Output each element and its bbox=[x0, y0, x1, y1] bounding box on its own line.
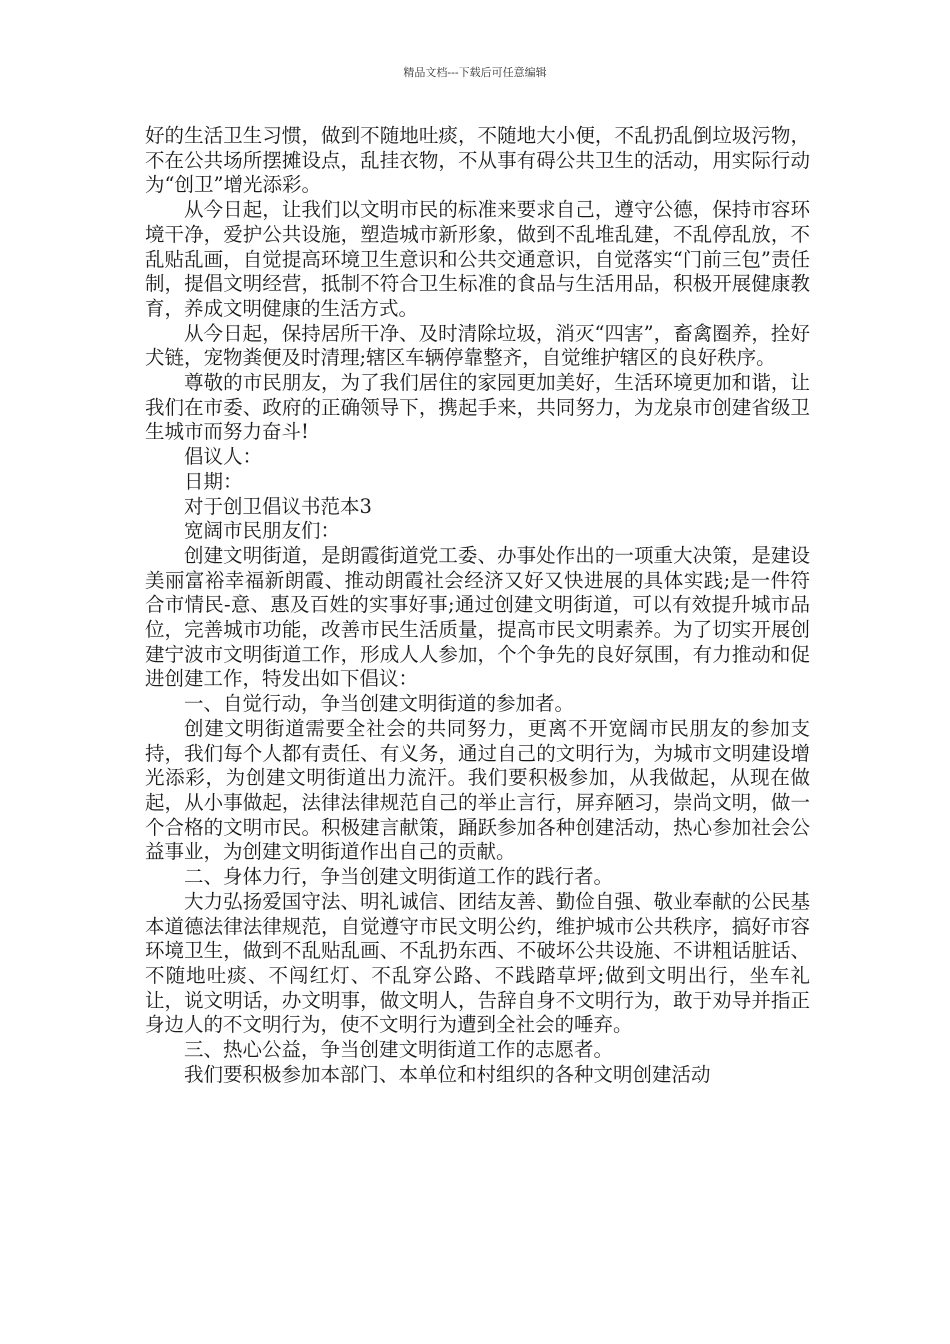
paragraph: 从今日起，保持居所干净、及时清除垃圾，消灭“四害”，畜禽圈养，拴好犬链，宠物粪便及时清理;辖区车辆停靠整齐，自觉维护辖区的良好秩序。 bbox=[145, 321, 810, 370]
paragraph: 创建文明街道需要全社会的共同努力，更离不开宽阔市民朋友的参加支持，我们每个人都有责任、有义务，通过自己的文明行为，为城市文明建设增光添彩，为创建文明街道出力流汗。我们要积极参加，从我做起，从现在做起，从小事做起，法律法律规范自己的举止言行，屏弃陋习，崇尚文明，做一个合格的文明市民。积极建言献策，踊跃参加各种创建活动，热心参加社会公益事业，为创建文明街道作出自己的贡献。 bbox=[145, 716, 810, 864]
paragraph: 从今日起，让我们以文明市民的标准来要求自己，遵守公德，保持市容环境干净，爱护公共设施，塑造城市新形象，做到不乱堆乱建，不乱停乱放，不乱贴乱画，自觉提高环境卫生意识和公共交通意识，自觉落实“门前三包”责任制，提倡文明经营，抵制不符合卫生标准的食品与生活用品，积极开展健康教育，养成文明健康的生活方式。 bbox=[145, 198, 810, 320]
paragraph: 我们要积极参加本部门、本单位和村组织的各种文明创建活动 bbox=[184, 1062, 711, 1086]
subheading: 三、热心公益，争当创建文明街道工作的志愿者。 bbox=[184, 1038, 614, 1062]
date-line: 日期： bbox=[184, 469, 243, 493]
paragraph: 大力弘扬爱国守法、明礼诚信、团结友善、勤俭自强、敬业奉献的公民基本道德法律法律规范，自觉遵守市民文明公约，维护城市公共秩序，搞好市容环境卫生，做到不乱贴乱画、不乱扔东西、不破坏公共设施、不讲粗话脏话、不随地吐痰、不闯红灯、不乱穿公路、不践踏草坪;做到文明出行，坐车礼让，说文明话，办文明事，做文明人，告辞自身不文明行为，敢于劝导并指正身边人的不文明行为，使不文明行为遭到全社会的唾弃。 bbox=[145, 889, 810, 1037]
paragraph: 创建文明街道，是朗霞街道党工委、办事处作出的一项重大决策，是建设美丽富裕幸福新朗霞、推动朗霞社会经济又好又快进展的具体实践;是一件符合市情民-意、惠及百姓的实事好事;通过创建文明街道，可以有效提升城市品位，完善城市功能，改善市民生活质量，提高市民文明素养。为了切实开展创建宁波市文明街道工作，形成人人参加，个个争先的良好氛围，有力推动和促进创建工作，特发出如下倡议： bbox=[145, 543, 810, 691]
document-body bbox=[145, 124, 810, 1087]
subheading: 二、身体力行，争当创建文明街道工作的践行者。 bbox=[184, 865, 614, 889]
subheading: 一、自觉行动，争当创建文明街道的参加者。 bbox=[184, 692, 575, 716]
page-header: 精品文档---下载后可任意编辑 bbox=[403, 66, 547, 79]
salutation: 宽阔市民朋友们： bbox=[184, 519, 341, 543]
paragraph: 尊敬的市民朋友，为了我们居住的家园更加美好，生活环境更加和谐，让我们在市委、政府的正确领导下，携起手来，共同努力，为龙泉市创建省级卫生城市而努力奋斗! bbox=[145, 371, 810, 444]
paragraph: 好的生活卫生习惯，做到不随地吐痰，不随地大小便，不乱扔乱倒垃圾污物，不在公共场所摆摊设点，乱挂衣物，不从事有碍公共卫生的活动，用实际行动为“创卫”增光添彩。 bbox=[145, 124, 810, 197]
section-title: 对于创卫倡议书范本3 bbox=[184, 494, 372, 518]
proposer-line: 倡议人： bbox=[184, 445, 263, 469]
